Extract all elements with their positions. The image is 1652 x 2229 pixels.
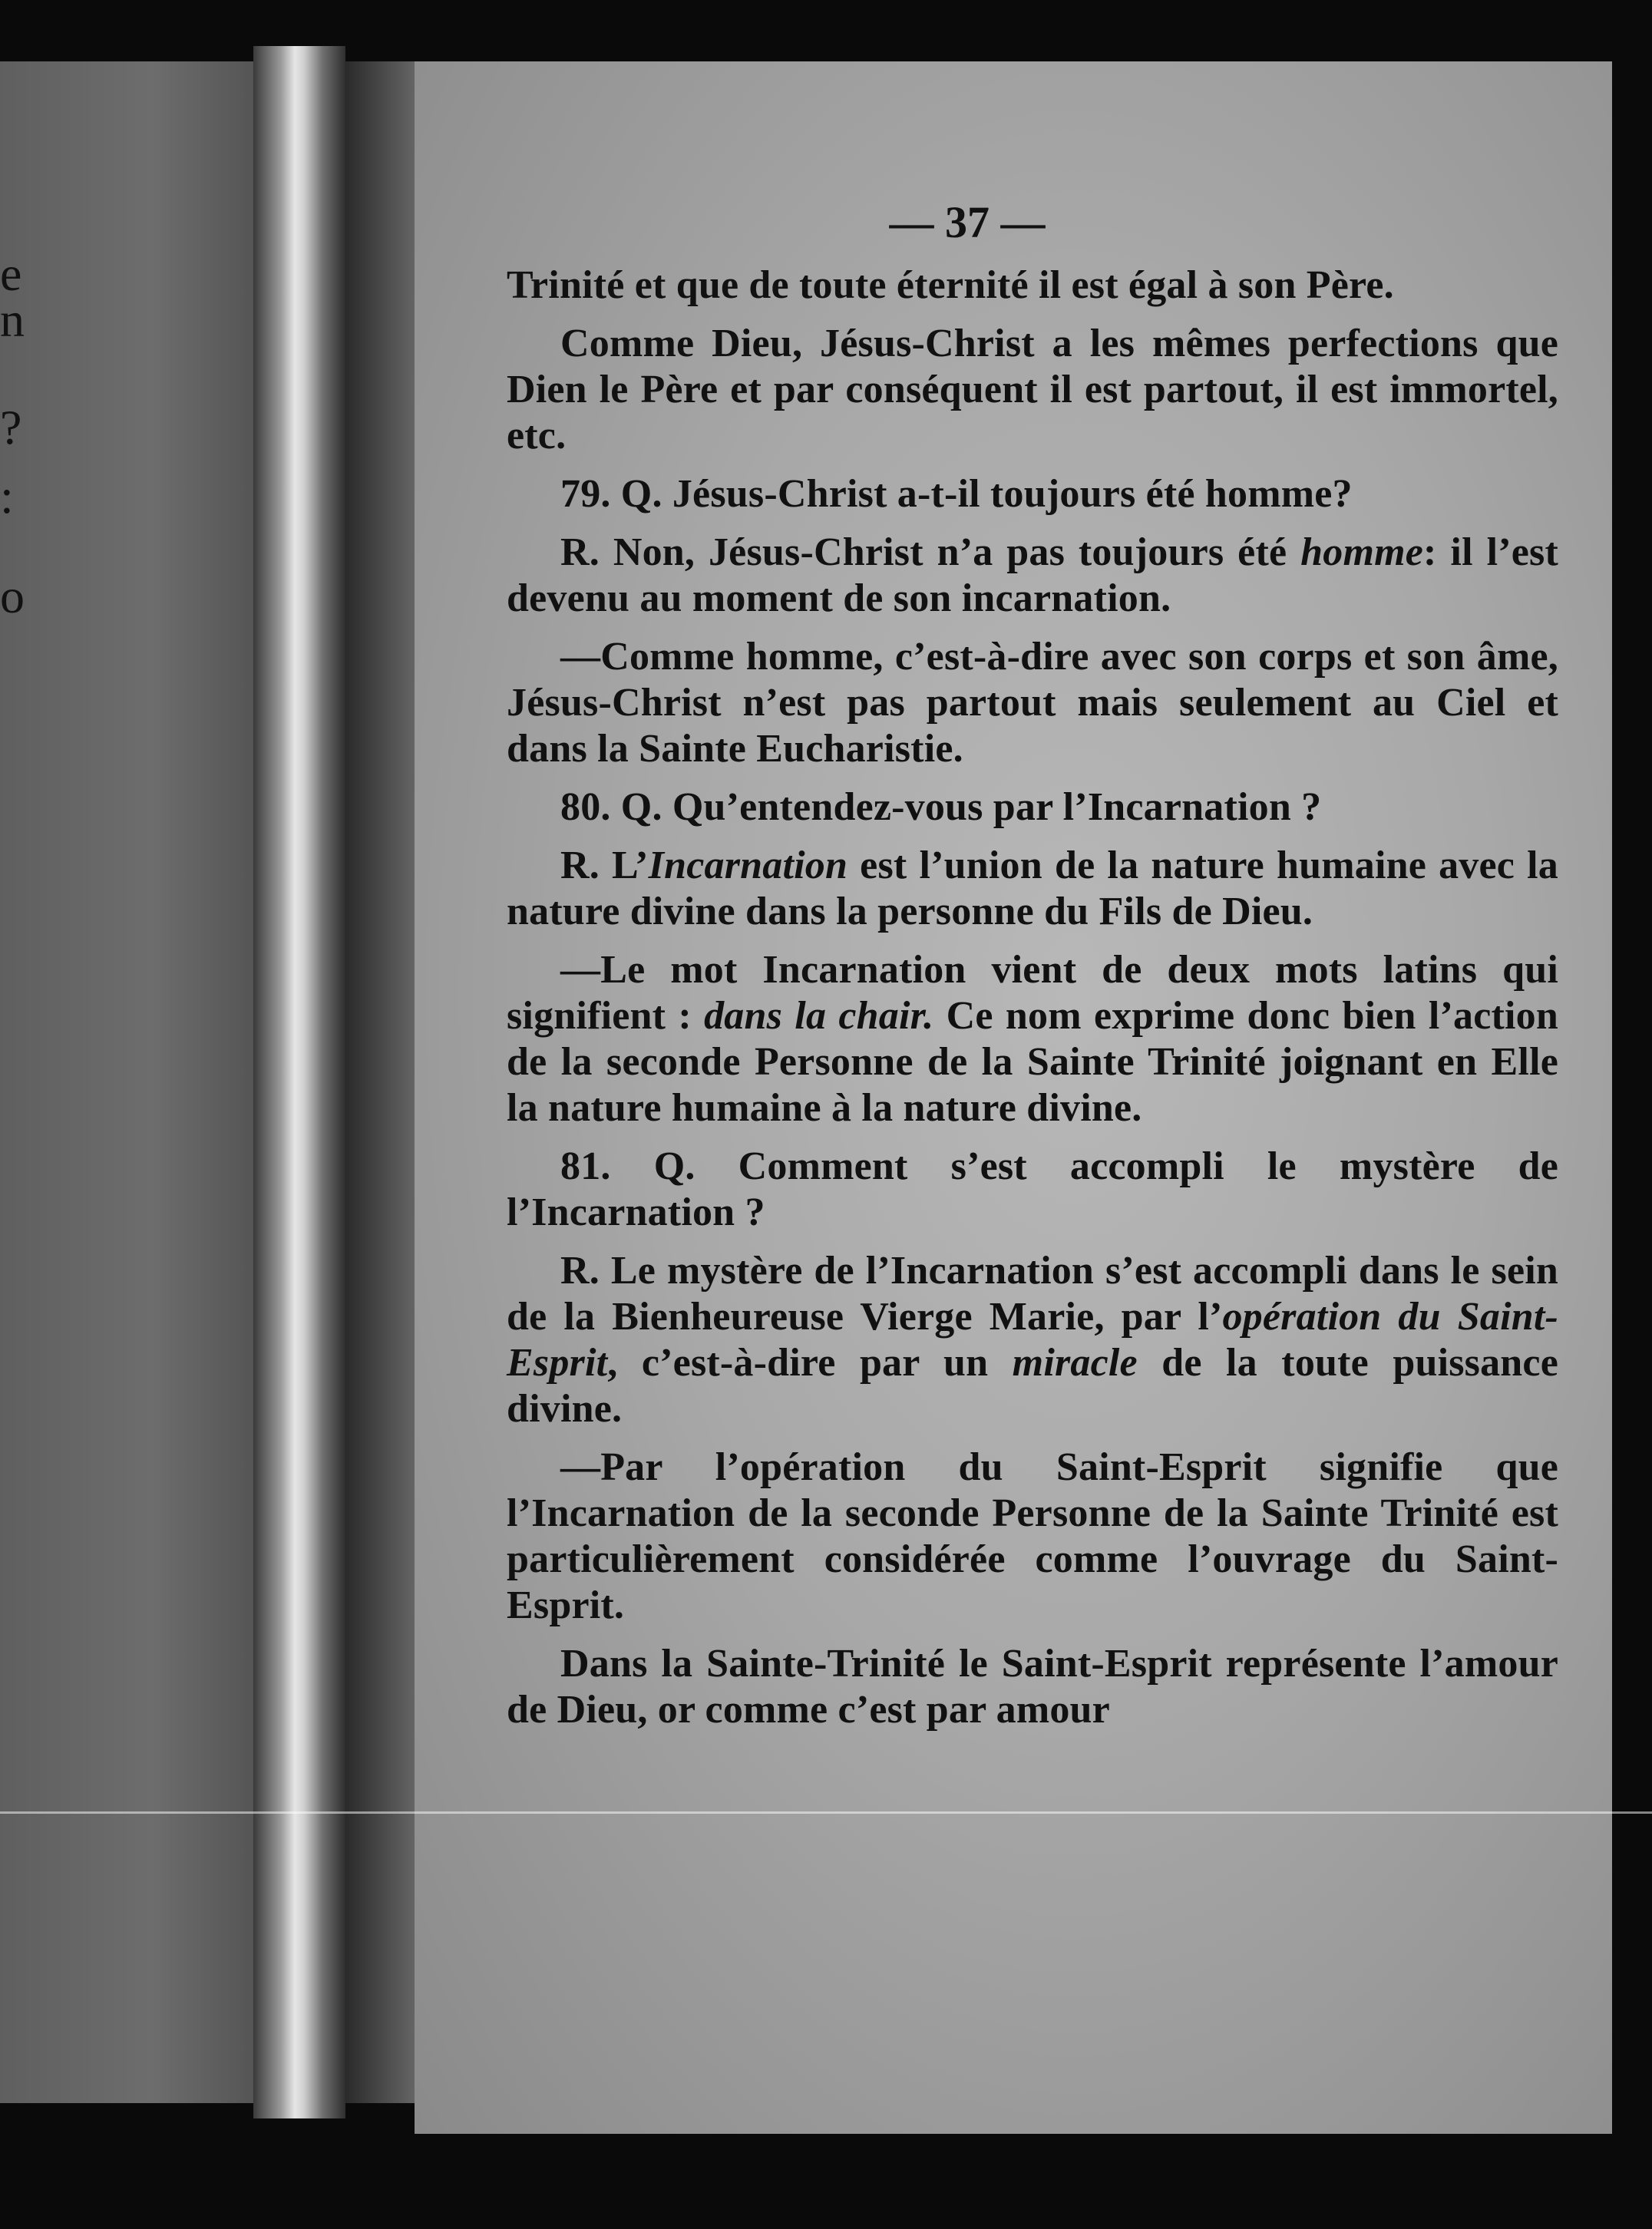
paragraph-r80 bbox=[507, 843, 1558, 935]
text-segment: de la toute puissance divine. bbox=[507, 1341, 1558, 1431]
paragraph-n80 bbox=[507, 947, 1558, 1131]
paragraph-list bbox=[507, 263, 1558, 1733]
page-text-block bbox=[507, 197, 1559, 1745]
text-segment: Trinité et que de toute éternité il est égal à son Père. bbox=[507, 263, 1394, 307]
text-segment: R. Non, Jésus-Christ n’a pas toujours été bbox=[560, 530, 1301, 574]
paragraph-q79 bbox=[507, 471, 1558, 517]
text-segment: est l’union de la nature humaine avec la nature divine dans la personne du Fils de Dieu. bbox=[507, 844, 1559, 933]
paragraph-n79 bbox=[507, 634, 1558, 772]
text-segment: : il l’est devenu au moment de son incarnation. bbox=[507, 530, 1558, 620]
text-segment: —Le mot Incarnation vient de deux mots latins qui signifient : bbox=[507, 948, 1558, 1038]
text-segment: Comme Dieu, Jésus-Christ a les mêmes perfections que Dien le Père et par conséquent il est partout, il est immortel, etc. bbox=[507, 322, 1558, 457]
right-page bbox=[415, 61, 1612, 2134]
text-segment: —Par l’opération du Saint-Esprit signifie que l’Incarnation de la seconde Personne de la Sainte Trinité est particulièrement considérée comme l’ouvrage du Saint-Esprit. bbox=[507, 1445, 1558, 1627]
text-segment: 79. Q. Jésus-Christ a-t-il toujours été homme? bbox=[560, 472, 1353, 516]
italic-text: miracle bbox=[1012, 1341, 1138, 1385]
paragraph-n81b bbox=[507, 1641, 1558, 1733]
paragraph-p2 bbox=[507, 321, 1558, 459]
paragraph-q80 bbox=[507, 784, 1558, 831]
left-page-fragment: o bbox=[0, 569, 25, 623]
book-spine bbox=[253, 46, 345, 2118]
left-page-fragment: ? bbox=[0, 400, 22, 454]
text-segment: R. L’ bbox=[560, 844, 649, 887]
italic-text: dans la chair. bbox=[704, 994, 934, 1038]
text-segment: —Comme homme, c’est-à-dire avec son corps et son âme, Jésus-Christ n’est pas partout mais seulement au Ciel et dans la Sainte Eucharistie. bbox=[507, 635, 1558, 771]
left-page-fragment: e bbox=[0, 246, 22, 301]
paragraph-n81a bbox=[507, 1445, 1558, 1629]
text-segment: Ce nom exprime donc bien l’action de la seconde Personne de la Sainte Trinité joignant en Elle la nature humaine à la nature divine. bbox=[507, 994, 1558, 1130]
left-page-fragment: : bbox=[0, 469, 14, 523]
left-page bbox=[0, 61, 253, 2103]
gutter-shadow bbox=[345, 61, 422, 2103]
text-segment: 81. Q. Comment s’est accompli le mystère de l’Incarnation ? bbox=[507, 1144, 1558, 1234]
text-segment: 80. Q. Qu’entendez-vous par l’Incarnation ? bbox=[560, 785, 1322, 829]
left-page-fragment: n bbox=[0, 292, 25, 347]
paragraph-r79 bbox=[507, 530, 1558, 622]
italic-text: homme bbox=[1300, 530, 1424, 574]
paragraph-r81 bbox=[507, 1248, 1558, 1432]
italic-text: opération du Saint-Esprit bbox=[507, 1295, 1558, 1385]
text-segment: , c’est-à-dire par un bbox=[607, 1341, 1013, 1385]
text-segment: Dans la Sainte-Trinité le Saint-Esprit représente l’amour de Dieu, or comme c’est par amour bbox=[507, 1642, 1558, 1732]
scan-streak bbox=[0, 1811, 1652, 1814]
paragraph-p1 bbox=[507, 263, 1558, 309]
italic-text: Incarnation bbox=[648, 844, 848, 887]
page-number: — 37 — bbox=[889, 197, 1046, 247]
paragraph-q81 bbox=[507, 1144, 1558, 1236]
text-segment: R. Le mystère de l’Incarnation s’est accompli dans le sein de la Bienheureuse Vierge Marie, par l’ bbox=[507, 1249, 1558, 1339]
